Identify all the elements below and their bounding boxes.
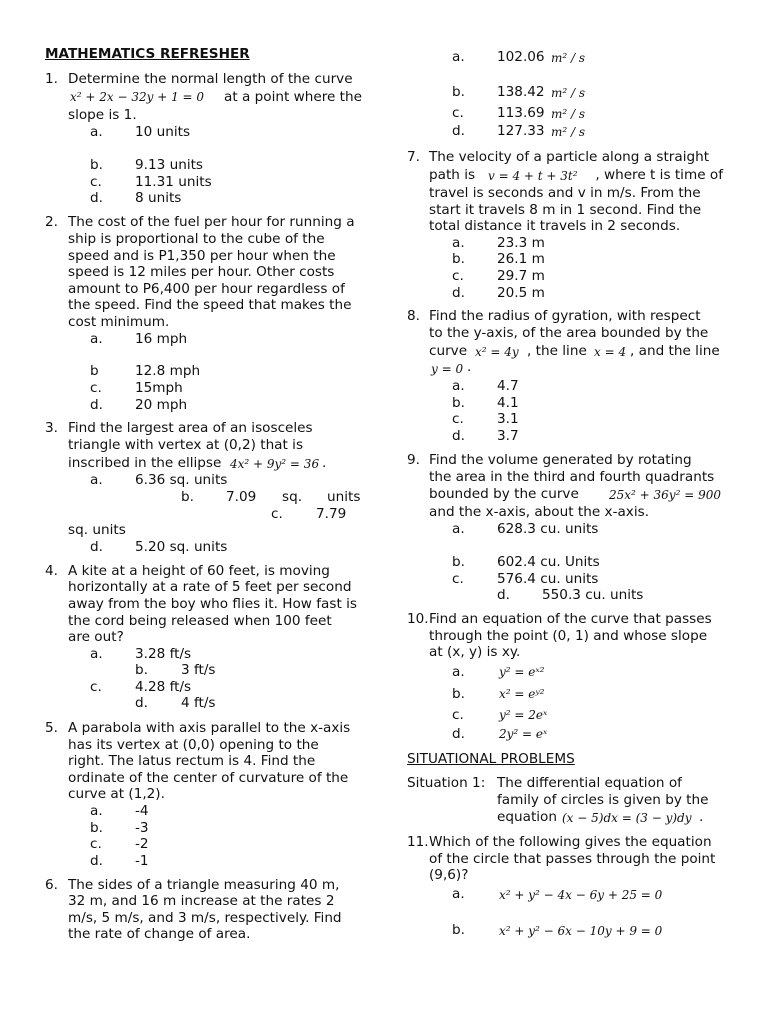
q6-text-line: m/s, 5 m/s, and 3 m/s, respectively. Find	[68, 910, 342, 926]
q5-text-line: ordinate of the center of curvature of the	[68, 770, 349, 786]
q11-text-line: (9,6)?	[429, 867, 469, 883]
q8-choice-letter: b.	[452, 395, 465, 411]
q3-period: .	[322, 455, 327, 471]
q3-choice-text: sq.	[282, 489, 303, 505]
q5-choice-letter: b.	[90, 820, 103, 836]
q4-choice-text: 4 ft/s	[181, 695, 216, 711]
document-title: MATHEMATICS REFRESHER	[45, 46, 250, 62]
q5-choice-text: -4	[135, 803, 149, 819]
q9-choice-letter: b.	[452, 554, 465, 570]
q8-equation: y = 0	[431, 362, 464, 376]
q2-choice-text: 15mph	[135, 380, 183, 396]
q9-text-line: bounded by the curve	[429, 486, 579, 502]
q2-text-line: The cost of the fuel per hour for running a	[68, 214, 355, 230]
q6-choice-unit: m² / s	[551, 51, 586, 65]
q9-choice-letter: d.	[497, 587, 510, 603]
q7-number: 7.	[407, 149, 420, 165]
q2-choice-letter: c.	[90, 380, 102, 396]
q7-text-line: total distance it travels in 2 seconds.	[429, 218, 681, 234]
q11-choice-letter: b.	[452, 922, 465, 938]
q6-choice-unit: m² / s	[551, 107, 586, 121]
q4-choice-letter: c.	[90, 679, 102, 695]
q9-choice-letter: a.	[452, 521, 465, 537]
situation-text-line: The differential equation of	[497, 775, 682, 791]
q2-text-line: amount to P6,400 per hour regardless of	[68, 281, 345, 297]
q6-choice-text: 138.42	[497, 84, 545, 100]
q2-text-line: ship is proportional to the cube of the	[68, 231, 325, 247]
q9-choice-text: 576.4 cu. units	[497, 571, 599, 587]
q7-text-line: path is	[429, 167, 476, 183]
q1-choice-letter: d.	[90, 190, 103, 206]
q8-text-line: Find the radius of gyration, with respect	[429, 308, 701, 324]
q10-choice-letter: d.	[452, 726, 465, 742]
q1-text-line: slope is 1.	[68, 107, 137, 123]
q9-choice-text: 550.3 cu. units	[542, 587, 644, 603]
q1-text-line: at a point where the	[223, 89, 362, 105]
q5-choice-text: -1	[135, 853, 149, 869]
q2-text-line: the speed. Find the speed that makes the	[68, 297, 352, 313]
q1-choice-text: 10 units	[135, 124, 191, 140]
q6-choice-letter: a.	[452, 49, 465, 65]
situation-text-line: family of circles is given by the	[497, 792, 709, 808]
q5-choice-text: -3	[135, 820, 149, 836]
q7-text-line: The velocity of a particle along a straight	[429, 149, 710, 165]
q11-text-line: of the circle that passes through the point	[429, 851, 716, 867]
q9-text-line: Find the volume generated by rotating	[429, 452, 692, 468]
q2-number: 2.	[45, 214, 58, 230]
q7-text-line: start it travels 8 m in 1 second. Find the	[429, 202, 702, 218]
q2-text-line: speed and is P1,350 per hour when the	[68, 248, 336, 264]
q2-choice-letter: d.	[90, 397, 103, 413]
q3-choice-text: 5.20 sq. units	[135, 539, 228, 555]
q5-text-line: curve at (1,2).	[68, 786, 165, 802]
q4-text-line: are out?	[68, 629, 124, 645]
q5-text-line: has its vertex at (0,0) opening to the	[68, 737, 319, 753]
q5-choice-text: -2	[135, 836, 149, 852]
q10-choice-equation: y² = eˣ²	[499, 665, 545, 679]
q1-choice-text: 9.13 units	[135, 157, 204, 173]
q6-number: 6.	[45, 877, 58, 893]
q9-text-line: and the x-axis, about the x-axis.	[429, 504, 650, 520]
q6-choice-letter: c.	[452, 105, 464, 121]
q8-choice-text: 3.7	[497, 428, 519, 444]
q11-number: 11.	[407, 834, 429, 850]
situation-period: .	[699, 809, 704, 825]
situation-text-line: equation	[497, 809, 557, 825]
q11-choice-letter: a.	[452, 886, 465, 902]
q3-choice-text: sq. units	[68, 522, 126, 538]
q8-choice-letter: a.	[452, 378, 465, 394]
q8-choice-text: 3.1	[497, 411, 519, 427]
q1-choice-letter: a.	[90, 124, 103, 140]
q7-choice-text: 23.3 m	[497, 235, 545, 251]
q9-text-line: the area in the third and fourth quadrants	[429, 469, 715, 485]
q5-text-line: right. The latus rectum is 4. Find the	[68, 753, 316, 769]
q8-text-line: , and the line	[630, 343, 720, 359]
q10-choice-letter: c.	[452, 707, 464, 723]
q6-choice-letter: d.	[452, 123, 465, 139]
q9-choice-text: 628.3 cu. units	[497, 521, 599, 537]
q3-choice-text: 6.36 sq. units	[135, 472, 228, 488]
q3-choice-letter: b.	[181, 489, 194, 505]
q5-choice-letter: c.	[90, 836, 102, 852]
q10-text-line: Find an equation of the curve that passes	[429, 611, 712, 627]
q10-number: 10.	[407, 611, 429, 627]
q6-choice-text: 113.69	[497, 105, 545, 121]
q4-text-line: A kite at a height of 60 feet, is moving	[68, 563, 330, 579]
q8-equation: x = 4	[594, 345, 627, 359]
section-heading: SITUATIONAL PROBLEMS	[407, 751, 575, 767]
q5-text-line: A parabola with axis parallel to the x-axis	[68, 720, 351, 736]
q7-choice-letter: c.	[452, 268, 464, 284]
q1-choice-text: 11.31 units	[135, 174, 212, 190]
q10-choice-letter: b.	[452, 686, 465, 702]
q6-text-line: The sides of a triangle measuring 40 m,	[68, 877, 340, 893]
q8-equation: x² = 4y	[475, 345, 519, 359]
q1-choice-letter: c.	[90, 174, 102, 190]
q2-choice-text: 12.8 mph	[135, 363, 201, 379]
q4-text-line: horizontally at a rate of 5 feet per second	[68, 579, 352, 595]
q1-text-line: Determine the normal length of the curve	[68, 71, 353, 87]
q8-period: .	[467, 359, 472, 375]
q4-text-line: the cord being released when 100 feet	[68, 613, 332, 629]
q7-text-line: , where t is time of	[595, 167, 723, 183]
q8-choice-text: 4.7	[497, 378, 519, 394]
q3-choice-letter: c.	[271, 506, 283, 522]
situation-equation: (x − 5)dx = (3 − y)dy	[562, 811, 692, 825]
q3-choice-text: 7.09	[226, 489, 257, 505]
q2-text-line: cost minimum.	[68, 314, 170, 330]
q8-text-line: , the line	[527, 343, 587, 359]
q4-choice-letter: a.	[90, 646, 103, 662]
q8-choice-letter: d.	[452, 428, 465, 444]
q10-choice-equation: x² = eʸ²	[499, 687, 545, 701]
q4-choice-letter: b.	[135, 662, 148, 678]
q11-choice-equation: x² + y² − 4x − 6y + 25 = 0	[499, 888, 663, 902]
q3-choice-letter: d.	[90, 539, 103, 555]
q1-equation: x² + 2x − 32y + 1 = 0	[70, 90, 205, 104]
q4-choice-text: 3 ft/s	[181, 662, 216, 678]
q2-choice-letter: b	[90, 363, 99, 379]
q11-choice-equation: x² + y² − 6x − 10y + 9 = 0	[499, 924, 663, 938]
q1-choice-letter: b.	[90, 157, 103, 173]
q9-equation: 25x² + 36y² = 900	[609, 488, 721, 502]
q10-text-line: through the point (0, 1) and whose slope	[429, 628, 708, 644]
q4-text-line: away from the boy who flies it. How fast is	[68, 596, 357, 612]
q6-choice-unit: m² / s	[551, 86, 586, 100]
q4-choice-letter: d.	[135, 695, 148, 711]
situation-label: Situation 1:	[407, 775, 486, 791]
q3-text-line: triangle with vertex at (0,2) that is	[68, 437, 304, 453]
q7-choice-letter: b.	[452, 251, 465, 267]
q6-text-line: 32 m, and 16 m increase at the rates 2	[68, 893, 335, 909]
q4-choice-text: 3.28 ft/s	[135, 646, 192, 662]
q9-choice-text: 602.4 cu. Units	[497, 554, 600, 570]
q2-choice-text: 16 mph	[135, 331, 188, 347]
q7-text-line: travel is seconds and v in m/s. From the	[429, 185, 701, 201]
q10-text-line: at (x, y) is xy.	[429, 644, 521, 660]
q1-number: 1.	[45, 71, 58, 87]
q2-choice-text: 20 mph	[135, 397, 188, 413]
q6-choice-letter: b.	[452, 84, 465, 100]
q8-choice-letter: c.	[452, 411, 464, 427]
q8-text-line: curve	[429, 343, 468, 359]
q4-number: 4.	[45, 563, 58, 579]
q6-text-line: the rate of change of area.	[68, 926, 251, 942]
q10-choice-equation: 2y² = eˣ	[499, 727, 548, 741]
q2-text-line: speed is 12 miles per hour. Other costs	[68, 264, 335, 280]
q5-choice-letter: d.	[90, 853, 103, 869]
q4-choice-text: 4.28 ft/s	[135, 679, 192, 695]
q6-choice-unit: m² / s	[551, 125, 586, 139]
q3-text-line: inscribed in the ellipse	[68, 455, 222, 471]
q6-choice-text: 127.33	[497, 123, 545, 139]
q1-choice-text: 8 units	[135, 190, 182, 206]
q7-choice-text: 29.7 m	[497, 268, 545, 284]
q2-choice-letter: a.	[90, 331, 103, 347]
q8-text-line: to the y-axis, of the area bounded by the	[429, 325, 709, 341]
q3-number: 3.	[45, 420, 58, 436]
q7-choice-letter: a.	[452, 235, 465, 251]
q3-equation: 4x² + 9y² = 36	[230, 457, 320, 471]
q7-choice-text: 20.5 m	[497, 285, 545, 301]
q7-choice-text: 26.1 m	[497, 251, 545, 267]
q5-choice-letter: a.	[90, 803, 103, 819]
q8-choice-text: 4.1	[497, 395, 519, 411]
q3-text-line: Find the largest area of an isosceles	[68, 420, 313, 436]
q3-choice-text: units	[327, 489, 361, 505]
q10-choice-letter: a.	[452, 664, 465, 680]
q7-equation: v = 4 + t + 3t²	[488, 169, 578, 183]
q11-text-line: Which of the following gives the equation	[429, 834, 712, 850]
q5-number: 5.	[45, 720, 58, 736]
q10-choice-equation: y² = 2eˣ	[499, 708, 548, 722]
q6-choice-text: 102.06	[497, 49, 545, 65]
q7-choice-letter: d.	[452, 285, 465, 301]
q9-choice-letter: c.	[452, 571, 464, 587]
q3-choice-letter: a.	[90, 472, 103, 488]
q3-choice-text: 7.79	[316, 506, 347, 522]
q8-number: 8.	[407, 308, 420, 324]
q9-number: 9.	[407, 452, 420, 468]
